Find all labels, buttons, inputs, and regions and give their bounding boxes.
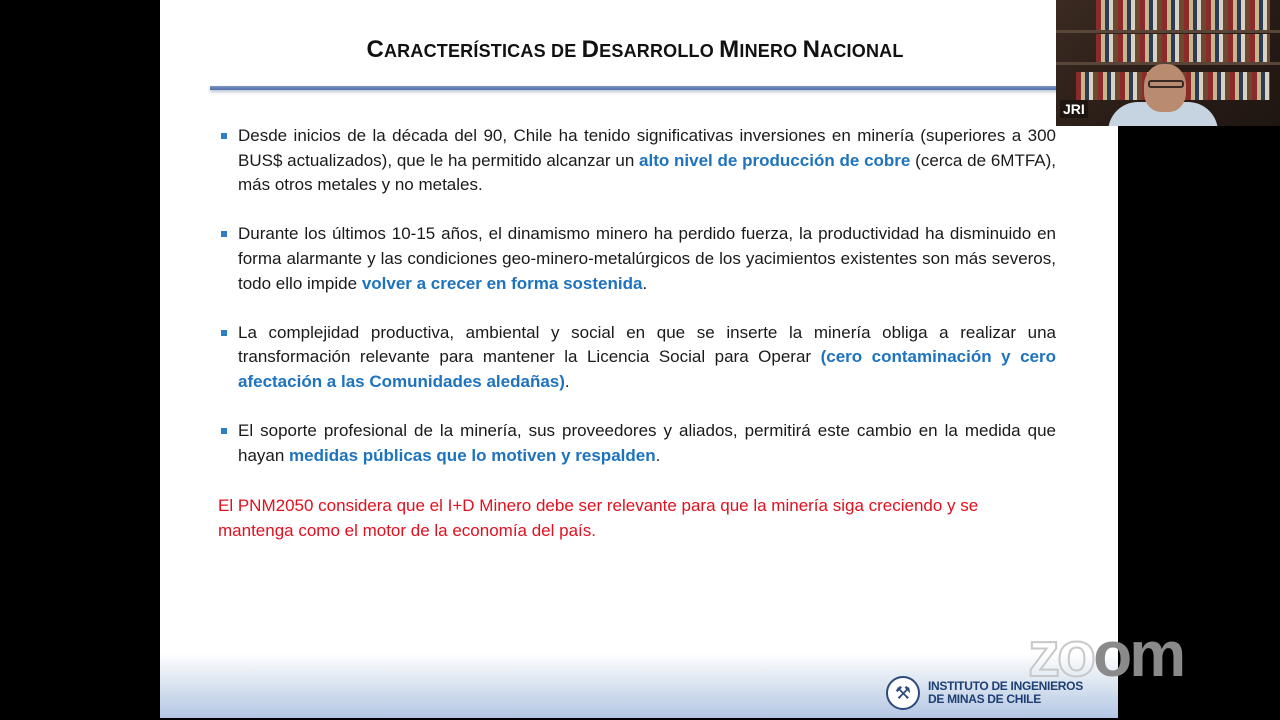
bullet-item: El soporte profesional de la minería, sus proveedores y aliados, permitirá este cambio en la medida que hayan medidas públicas que lo motiven y respalden. <box>218 419 1056 468</box>
bullet-item: Durante los últimos 10-15 años, el dinamismo minero ha perdido fuerza, la productividad ha disminuido en forma alarmante y las condiciones geo-minero-metalúrgicos de los yacimientos existentes son más severos, todo ello impide volver a crecer en forma sostenida. <box>218 222 1056 296</box>
participant-video-tile[interactable] <box>1056 0 1280 126</box>
bullet-square-icon <box>221 428 227 434</box>
bullet-square-icon <box>221 231 227 237</box>
bullet-item: Desde inicios de la década del 90, Chile ha tenido significativas inversiones en minería (superiores a 300 BUS$ actualizados), que le ha permitido alcanzar un alto nivel de producción de cobre (cerca de 6MTFA), más otros metales y no metales. <box>218 124 1056 198</box>
logo-line-2: DE MINAS DE CHILE <box>928 692 1041 706</box>
participant-name: JRI <box>1060 100 1088 118</box>
bullet-square-icon <box>221 330 227 336</box>
bookshelf-row <box>1096 0 1270 30</box>
presentation-slide <box>160 0 1118 718</box>
logo-line-1: INSTITUTO DE INGENIEROS <box>928 679 1083 693</box>
conclusion-text: El PNM2050 considera que el I+D Minero debe ser relevante para que la minería siga creciendo y se mantenga como el motor de la economía del país. <box>218 496 979 540</box>
zoom-watermark: zoom <box>1028 618 1184 690</box>
bullet-square-icon <box>221 133 227 139</box>
highlight-text: medidas públicas que lo motiven y respalden <box>289 445 656 465</box>
slide-title: CARACTERÍSTICAS DE DESARROLLO MINERO NACIONAL <box>366 36 904 63</box>
bullet-list <box>218 124 1056 493</box>
highlight-text: alto nivel de producción de cobre <box>639 150 911 170</box>
highlight-text: (cero contaminación y cero afectación a las Comunidades aledañas) <box>238 347 1057 391</box>
title-divider <box>210 86 1060 90</box>
bookshelf-row <box>1096 34 1270 62</box>
bullet-item: La complejidad productiva, ambiental y social en que se inserte la minería obliga a realizar una transformación relevante para mantener la Licencia Social para Operar (cero contaminación y cero afectación a las Comunidades aledañas). <box>218 321 1056 395</box>
participant-avatar <box>1108 64 1218 126</box>
crossed-hammers-icon: ⚒ <box>886 676 920 710</box>
highlight-text: volver a crecer en forma sostenida <box>361 273 643 293</box>
